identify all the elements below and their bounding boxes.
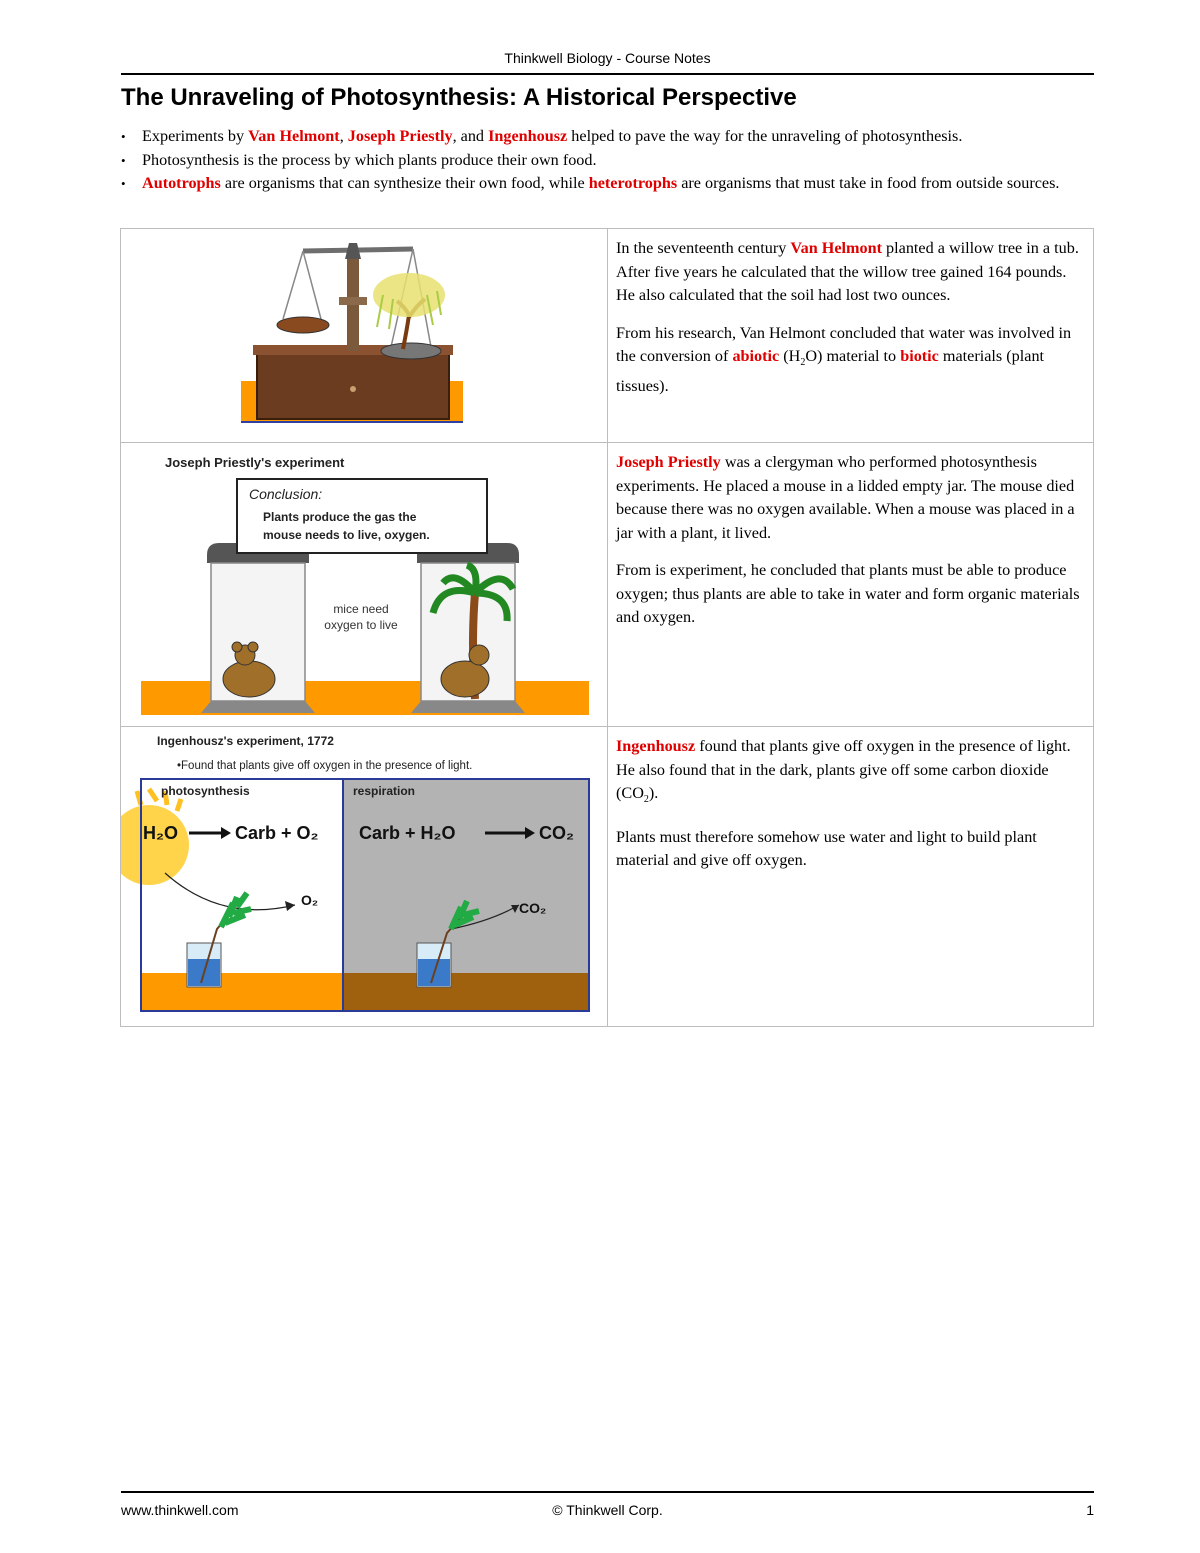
wooden-base	[257, 351, 449, 419]
photo-eq-right: Carb + O₂	[235, 823, 319, 843]
balance-scale-illustration	[121, 229, 607, 437]
term-ingenhousz: Ingenhousz	[488, 127, 568, 145]
term-abiotic: abiotic	[732, 347, 780, 365]
van-helmont-figure-cell	[121, 229, 608, 443]
page-title: The Unraveling of Photosynthesis: A Historical Perspective	[121, 84, 797, 111]
table-row-priestly	[121, 443, 1094, 727]
table-row-van-helmont	[121, 229, 1094, 443]
bullet-autotrophs: • Autotrophs are organisms that can synthesize their own food, while heterotrophs are organisms that must take in food from outside sources.	[121, 172, 1101, 196]
footer-page-number: 1	[1086, 1502, 1094, 1518]
term-biotic: biotic	[900, 347, 939, 365]
term-autotrophs: Autotrophs	[142, 174, 221, 192]
van-helmont-paragraph-2: From his research, Van Helmont concluded that water was involved in the conversion of abiotic $(H_2O)$ material to biotic materials (plant tissues).	[616, 323, 1072, 395]
van-helmont-paragraph-1: In the seventeenth century Van Helmont planted a willow tree in a tub. After five years he calculated that the willow tree gained 164 pounds. He also calculated that the soil had lost two ounces.	[616, 239, 1079, 304]
ingenhousz-text-cell	[608, 727, 1094, 1027]
mice-need-label-1: mice need	[333, 602, 389, 616]
priestly-figure-cell	[121, 443, 608, 727]
willow-tree	[373, 273, 445, 317]
conclusion-label: Conclusion:	[249, 486, 323, 502]
resp-eq-right: CO₂	[539, 823, 574, 843]
footer-rule	[121, 1491, 1094, 1493]
mice-need-label-2: oxygen to live	[324, 618, 398, 632]
running-header: Thinkwell Biology - Course Notes	[504, 50, 711, 66]
name-joseph-priestly: Joseph Priestly	[616, 453, 721, 471]
bullet-experiments: • Experiments by Van Helmont, Joseph Priestly, and Ingenhousz helped to pave the way for the unraveling of photosynthesis.	[121, 125, 1101, 149]
ingenhousz-paragraph-1: Ingenhousz found that plants give off oxygen in the presence of light. He also found that in the dark, plants give off some carbon dioxide $(CO_2)$.	[616, 737, 1071, 806]
priestly-paragraph-1: Joseph Priestly was a clergyman who performed photosynthesis experiments. He placed a mouse in a lidded empty jar. The mouse died because there was no oxygen available. When a mouse was placed in a jar with a plant, it lived.	[616, 453, 1075, 542]
priestly-text-cell	[608, 443, 1094, 727]
experiments-table	[120, 228, 1094, 1027]
o2-label: O₂	[301, 892, 319, 908]
term-heterotrophs: heterotrophs	[588, 174, 678, 192]
conclusion-line-1: Plants produce the gas the	[263, 510, 417, 524]
term-joseph-priestly: Joseph Priestly	[347, 127, 453, 145]
co2-label: CO₂	[519, 900, 547, 916]
ingenhousz-figure-cell	[121, 727, 608, 1027]
priestly-figure-title: Joseph Priestly's experiment	[165, 455, 345, 470]
photosynthesis-label: photosynthesis	[161, 784, 250, 798]
resp-eq-left: Carb + H₂O	[359, 823, 456, 843]
bullet-photosynthesis-definition: • Photosynthesis is the process by which plants produce their own food.	[121, 149, 1101, 173]
ingenhousz-experiment-illustration	[121, 727, 607, 1021]
name-ingenhousz: Ingenhousz	[616, 737, 696, 755]
photo-eq-left: H₂O	[143, 823, 178, 843]
table-row-ingenhousz	[121, 727, 1094, 1027]
mouse-left	[223, 661, 275, 697]
header-rule	[121, 73, 1094, 75]
conclusion-line-2: mouse needs to live, oxygen.	[263, 528, 430, 542]
ingenhousz-figure-title: Ingenhousz's experiment, 1772	[157, 734, 334, 748]
ingenhousz-paragraph-2: Plants must therefore somehow use water and light to build plant material and give off oxygen.	[616, 827, 1037, 870]
respiration-label: respiration	[353, 784, 416, 798]
mouse-right	[441, 661, 489, 697]
soil-pan	[277, 317, 329, 333]
footer-website: www.thinkwell.com	[121, 1502, 239, 1518]
priestly-experiment-illustration	[121, 443, 607, 721]
ingenhousz-figure-subtitle: •Found that plants give off oxygen in the presence of light.	[177, 760, 473, 772]
intro-bullet-list	[121, 125, 1101, 196]
term-van-helmont: Van Helmont	[248, 127, 340, 145]
priestly-paragraph-2: From is experiment, he concluded that plants must be able to produce oxygen; thus plants are able to take in water and form organic materials and oxygen.	[616, 561, 1080, 626]
van-helmont-text-cell	[608, 229, 1094, 443]
footer-copyright: © Thinkwell Corp.	[552, 1502, 663, 1518]
name-van-helmont: Van Helmont	[790, 239, 882, 257]
